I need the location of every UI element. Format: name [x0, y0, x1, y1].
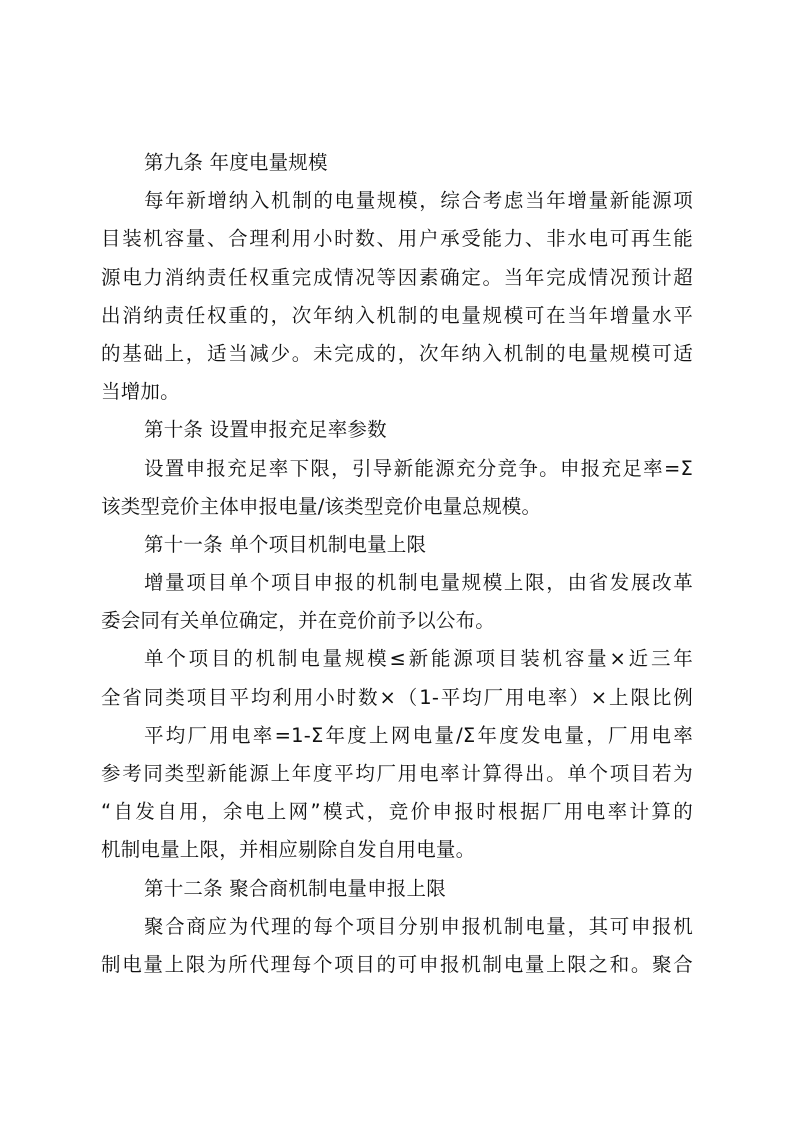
paragraph-line: 参考同类型新能源上年度平均厂用电率计算得出。单个项目若为 [101, 762, 693, 785]
paragraph-line: 聚合商应为代理的每个项目分别申报机制电量，其可申报机 [144, 914, 693, 938]
paragraph-line: 制电量上限为所代理每个项目的可申报机制电量上限之和。聚合 [101, 952, 693, 976]
article-9-heading: 第九条 年度电量规模 [144, 151, 328, 174]
paragraph-line: 全省同类项目平均利用小时数×（1-平均厂用电率）×上限比例 [101, 685, 693, 709]
paragraph-line: “自发自用，余电上网”模式，竞价申报时根据厂用电率计算的 [101, 800, 693, 824]
paragraph-line: 的基础上，适当减少。未完成的，次年纳入机制的电量规模可适 [101, 341, 693, 365]
article-12-heading: 第十二条 聚合商机制电量申报上限 [144, 876, 446, 900]
paragraph-line: 当增加。 [101, 380, 180, 404]
paragraph-line: 机制电量上限，并相应剔除自发自用电量。 [101, 838, 476, 862]
paragraph-line: 单个项目的机制电量规模≤新能源项目装机容量×近三年 [144, 647, 693, 671]
paragraph-line: 每年新增纳入机制的电量规模，综合考虑当年增量新能源项 [144, 189, 693, 213]
paragraph-line: 设置申报充足率下限，引导新能源充分竞争。申报充足率=Σ [144, 456, 693, 480]
paragraph-line: 增量项目单个项目申报的机制电量规模上限，由省发展改革 [144, 571, 693, 595]
paragraph-line: 出消纳责任权重的，次年纳入机制的电量规模可在当年增量水平 [101, 303, 693, 327]
article-11-heading: 第十一条 单个项目机制电量上限 [144, 532, 427, 556]
document-body [101, 144, 693, 984]
paragraph-line: 平均厂用电率=1-Σ年度上网电量/Σ年度发电量，厂用电率 [144, 723, 693, 747]
paragraph-line: 源电力消纳责任权重完成情况等因素确定。当年完成情况预计超 [101, 265, 693, 289]
paragraph-line: 委会同有关单位确定，并在竞价前予以公布。 [101, 609, 496, 633]
article-10-heading: 第十条 设置申报充足率参数 [144, 418, 387, 442]
paragraph-line: 该类型竞价主体申报电量/该类型竞价电量总规模。 [101, 494, 542, 518]
paragraph-line: 目装机容量、合理利用小时数、用户承受能力、非水电可再生能 [101, 227, 693, 251]
